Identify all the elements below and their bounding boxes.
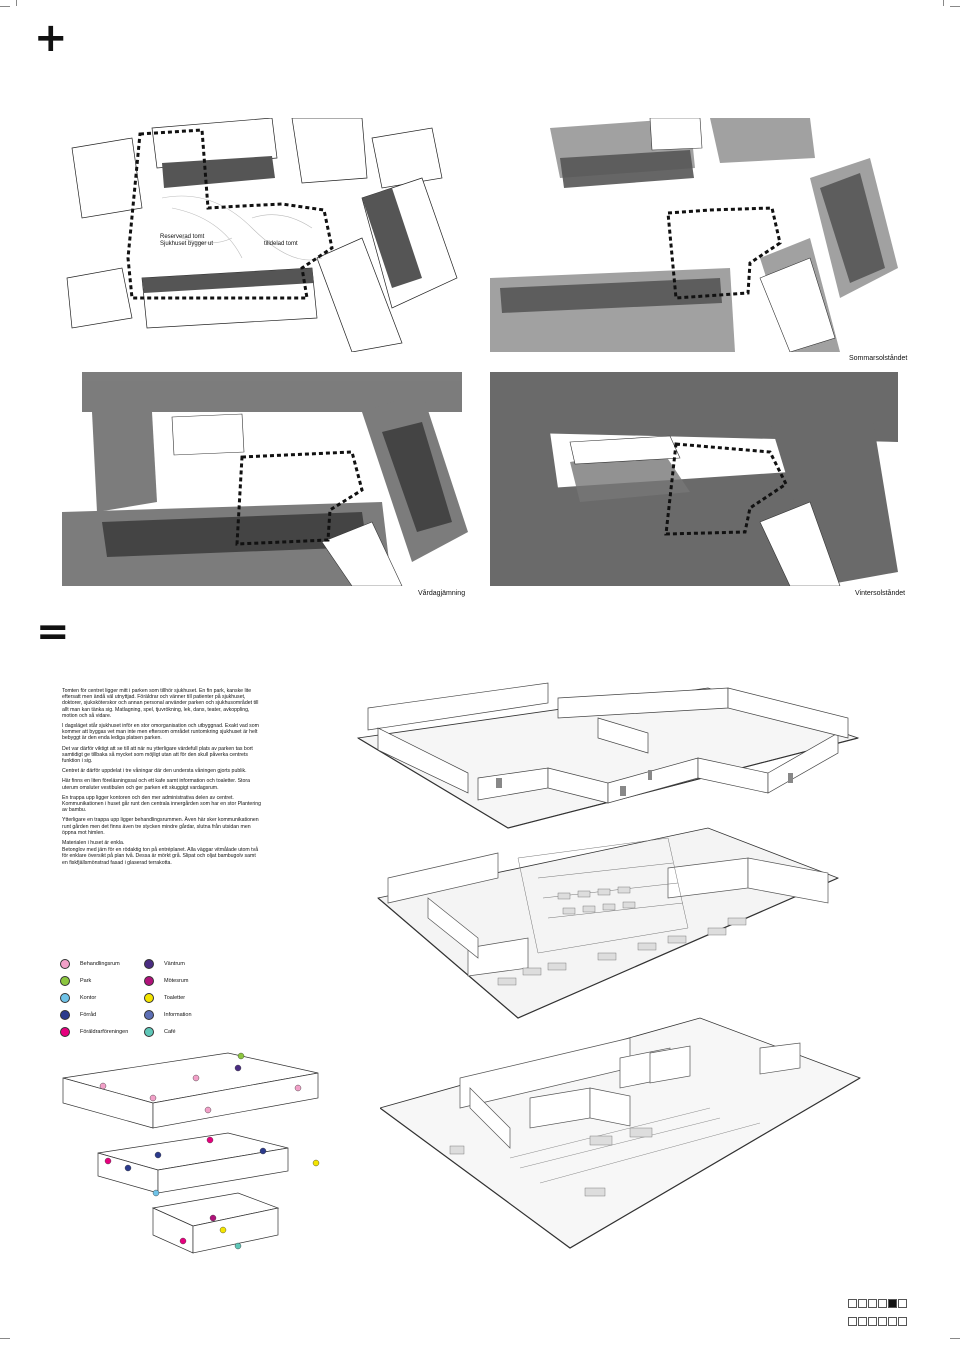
pink-dot-icon (60, 959, 70, 969)
reserved-site-label (160, 234, 213, 248)
light-blue-dot-icon (60, 993, 70, 1003)
plum-dot-icon (144, 976, 154, 986)
summer-solstice-map (490, 118, 898, 352)
sheet-cell (848, 1299, 857, 1308)
legend-label: Föräldrarföreningen (80, 1029, 129, 1035)
sheet-cell (898, 1299, 907, 1308)
equinox-map (62, 372, 468, 586)
sheet-cell (888, 1317, 897, 1326)
winter-solstice-map (490, 372, 898, 586)
yellow-dot-icon (144, 993, 154, 1003)
crop-mark (0, 1338, 10, 1339)
crop-mark (950, 1338, 960, 1339)
legend-label: Kontor (80, 995, 97, 1001)
legend-label: Förråd (80, 1012, 97, 1018)
magenta-dot-icon (60, 1027, 70, 1037)
sheet-index-row (848, 1314, 908, 1332)
teal-dot-icon (144, 1027, 154, 1037)
equinox-caption: Vårdagjämning (418, 590, 466, 597)
legend-label: Toaletter (164, 995, 186, 1001)
allocated-site-label: tilldelad tomt (264, 241, 298, 247)
description-text (62, 688, 262, 870)
exploded-program-diagram (58, 1048, 348, 1278)
navy-dot-icon (60, 1010, 70, 1020)
paragraph: En trappa upp ligger kontoren och den mer administrativa delen av centret. Kommunikationen i huset går runt den centrala innergården som har en stor Plantering av bambu. (62, 794, 261, 814)
purple-dot-icon (144, 959, 154, 969)
paragraph: Det var därför viktigt att se till att när nu ytterligare värdefull plats av parken tas bort samtidigt ge tillbaka så mycket som möjligt utan att för den skull påverka centrets funktion i sig. (62, 745, 253, 765)
sheet-cell (898, 1317, 907, 1326)
green-dot-icon (60, 976, 70, 986)
sheet-cell (878, 1317, 887, 1326)
sheet-cell (848, 1317, 857, 1326)
crop-mark (16, 0, 17, 6)
site-plan-map (62, 118, 468, 352)
crop-mark (0, 6, 10, 7)
sheet-cell (868, 1317, 877, 1326)
winter-caption: Vintersolståndet (855, 590, 906, 597)
legend-label: Väntrum (164, 961, 185, 967)
legend-label: Information (164, 1012, 192, 1018)
floor-plan-middle-isometric (368, 818, 868, 1028)
legend-label: Café (164, 1029, 176, 1035)
floor-plan-ground-isometric (380, 1008, 870, 1258)
sheet-index-row (848, 1296, 908, 1314)
legend-label: Park (80, 978, 92, 984)
legend-label: Behandlingsrum (80, 961, 120, 967)
crop-mark (943, 0, 944, 6)
paragraph: I dagsläget står sjukhuset inför en stor omorganisation och utbyggnad. Exakt vad som kommer att byggas vet man inte men eftersom området runtomkring sjukhuset är helt bebyggt är den enda lediga platsen parken. (62, 723, 259, 742)
paragraph: Betonglov med järn för en rödaktig ton på entréplanet. Alla väggar vitmålade utom två för enklare översikt på plan två. Dessa är mörkt grå. Slipat och oljat bambugolv samt en fiskfjällsmönstrad fasad i glaserad terrakotta. (62, 847, 259, 866)
sheet-cell (868, 1299, 877, 1308)
crop-mark (950, 6, 960, 7)
floor-plan-top-isometric (348, 678, 868, 838)
summer-caption: Sommarsolståndet (849, 355, 908, 362)
sheet-cell (878, 1299, 887, 1308)
periwinkle-dot-icon (144, 1010, 154, 1020)
paragraph: Tomten för centret ligger mitt i parken som tillhör sjukhuset. En fin park, kanske lite eftersatt men ändå väl utnyttjad. Föräldrar och vänner till patienter på sjukhuset, doktorer, sjuksköterskor och annan personal använder parken och sjukhusområdet till allt man kan tänka sig. Matlagning, spel, tjuvrökning, lek, dans, teater, avkoppling, motion och så vidare. (62, 688, 259, 719)
plus-symbol: + (34, 15, 68, 61)
paragraph: Centret är därför uppdelat i tre våningar där den understa våningen gjorts publik. (62, 768, 247, 775)
sheet-index (848, 1296, 908, 1332)
sheet-cell (858, 1317, 867, 1326)
legend-label: Mötesrum (164, 978, 189, 984)
paragraph: Materialen i huset är enkla. (62, 840, 125, 847)
sheet-cell-active (888, 1299, 897, 1308)
room-legend (60, 958, 220, 1042)
reserved-line-2: Sjukhuset bygger ut (160, 241, 214, 247)
reserved-line-1: Reserverad tomt (160, 234, 205, 240)
paragraph: Ytterligare en trappa upp ligger behandlingsrummen. Även här sker kommunikationen runt gården men det finns även tre stycken mindre gårdar, slutna från utsidan men öppna mot himlen. (62, 817, 259, 836)
paragraph: Här finns en liten föreläsningssal och ett kafe samt information och toaletter. Stora uterum omsluter vestibulen och ger parken ett skuggigt vardagsrum. (62, 778, 251, 791)
equals-symbol: = (36, 609, 70, 655)
sheet-cell (858, 1299, 867, 1308)
